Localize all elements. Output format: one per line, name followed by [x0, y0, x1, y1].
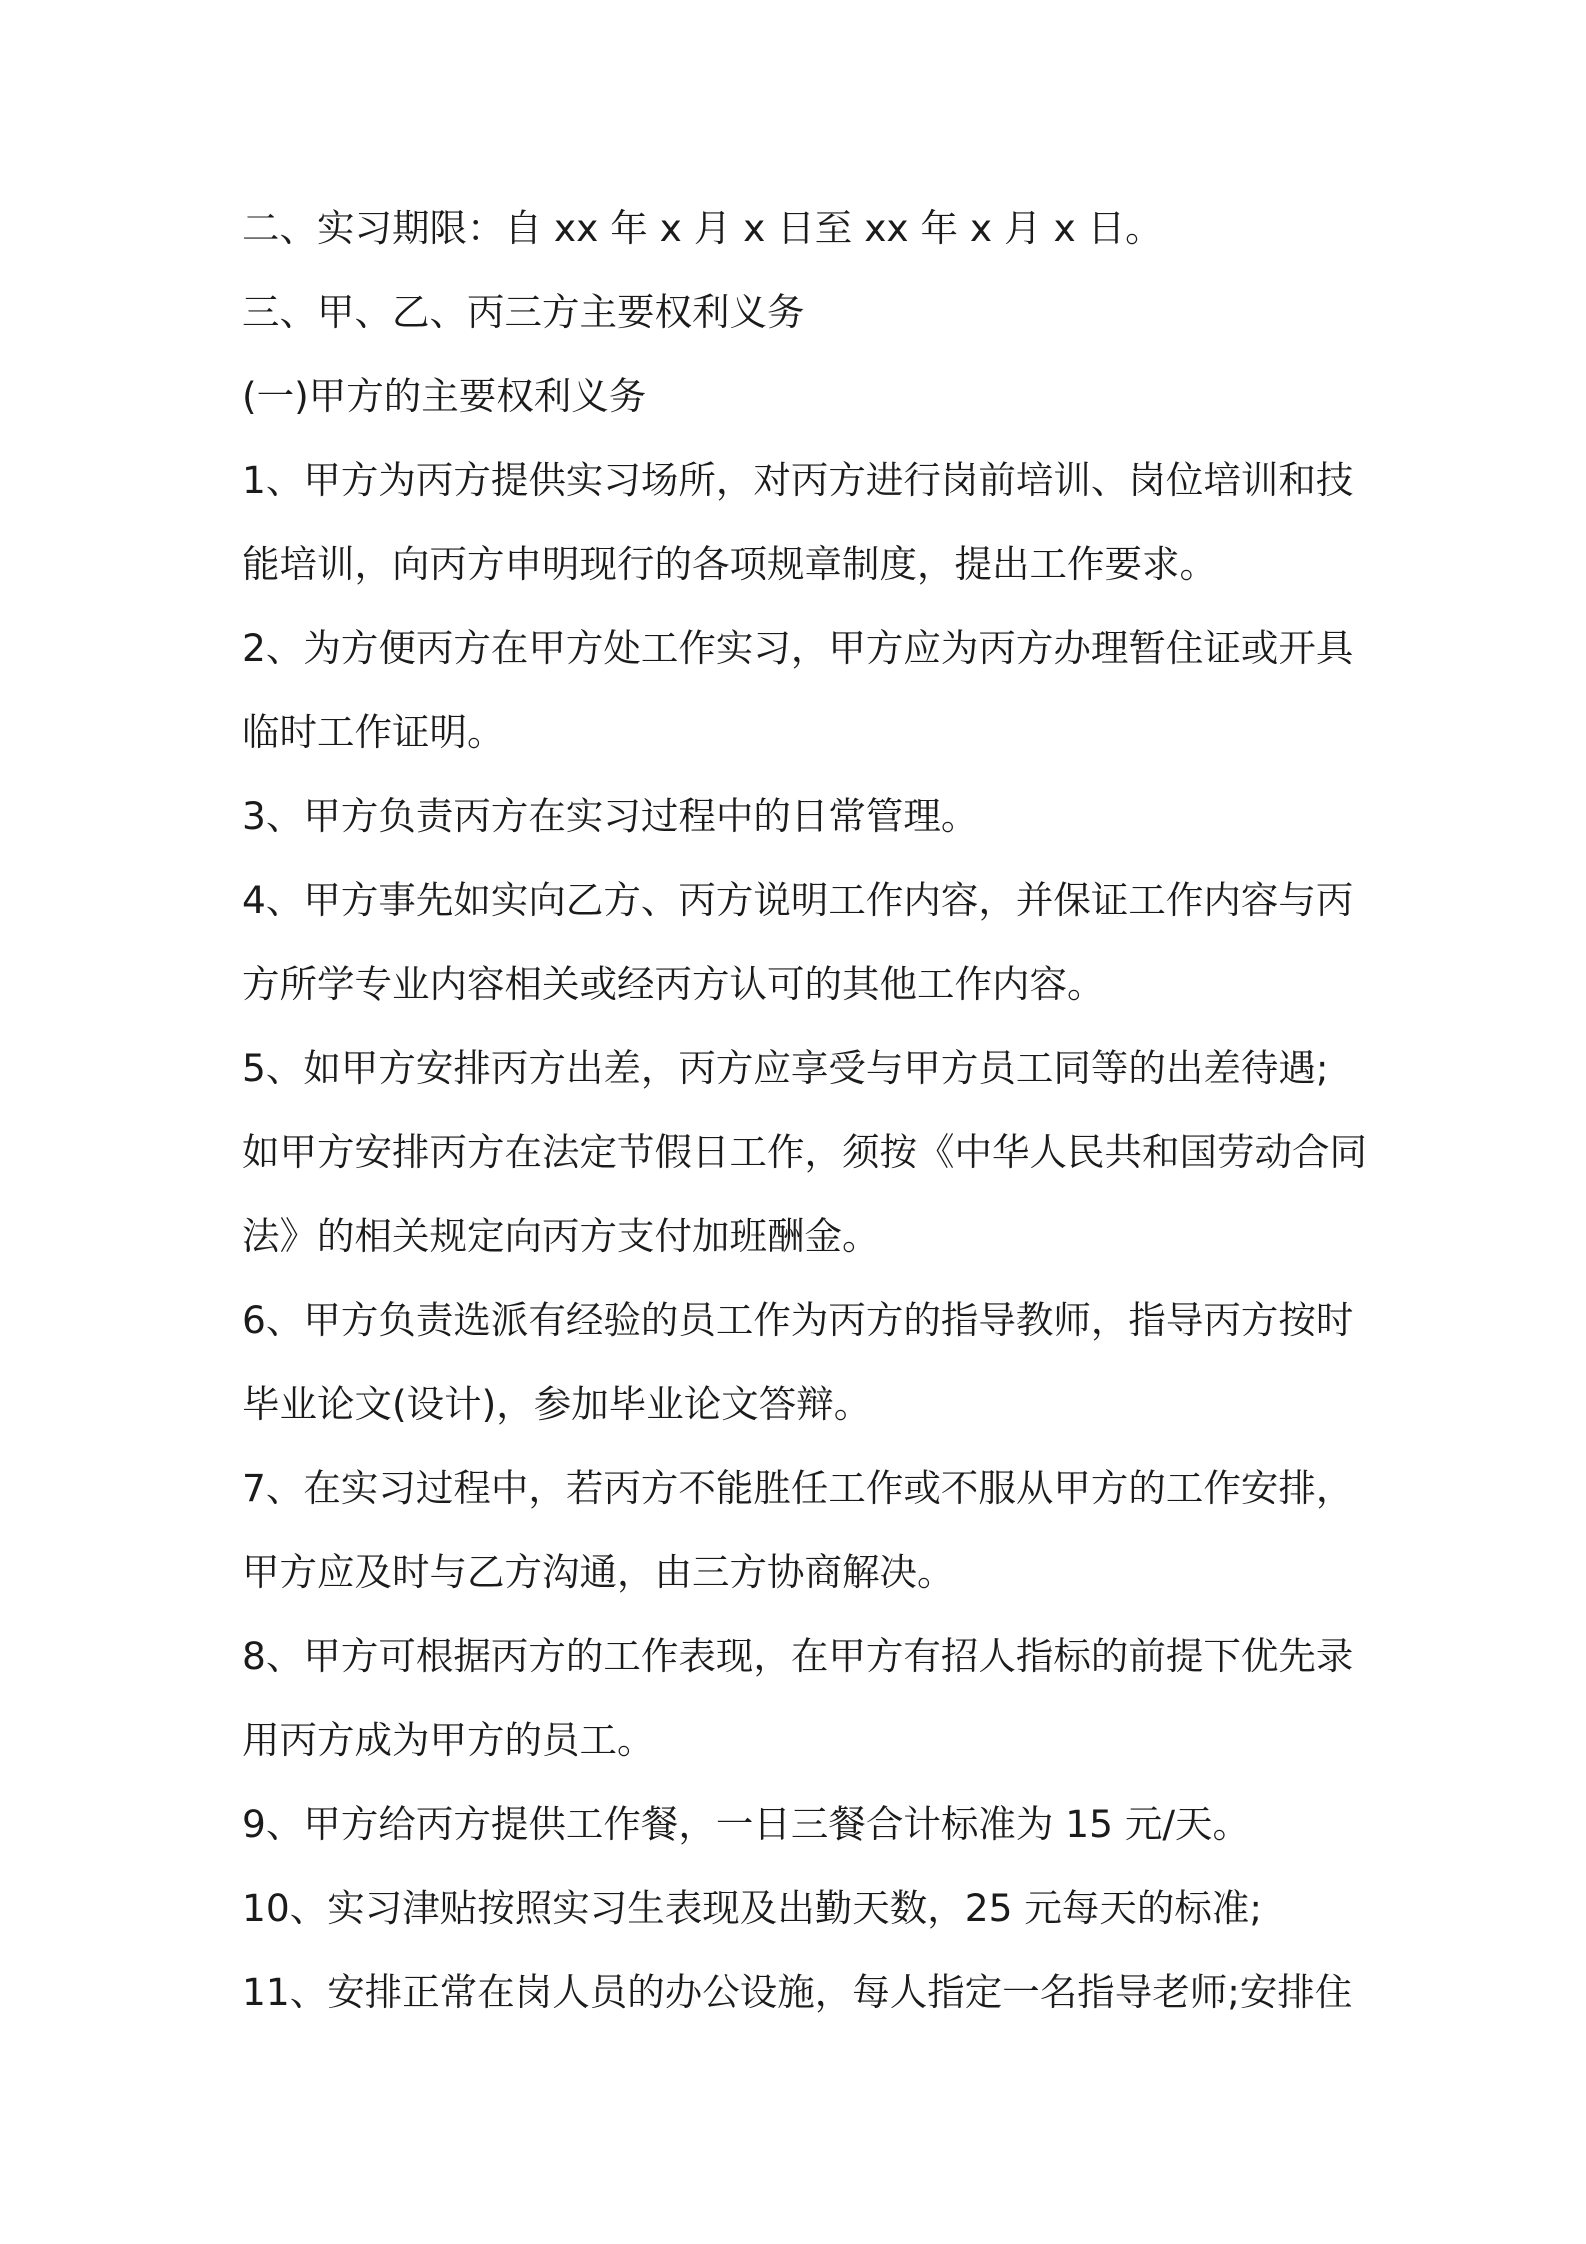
paragraph-line: 1、甲方为丙方提供实习场所，对丙方进行岗前培训、岗位培训和技 [242, 458, 1354, 502]
clause-3 [242, 774, 1392, 858]
clause-6 [242, 1278, 1392, 1446]
clause-10 [242, 1866, 1392, 1950]
paragraph-line: 9、甲方给丙方提供工作餐，一日三餐合计标准为 15 元/天。 [242, 1802, 1251, 1846]
paragraph-line: (一)甲方的主要权利义务 [242, 374, 647, 418]
paragraph-line: 三、甲、乙、丙三方主要权利义务 [242, 290, 805, 334]
paragraph-line: 用丙方成为甲方的员工。 [242, 1718, 655, 1762]
paragraph-line: 4、甲方事先如实向乙方、丙方说明工作内容，并保证工作内容与丙 [242, 878, 1354, 922]
subsection-heading-party-a [242, 354, 1392, 438]
paragraph-line: 如甲方安排丙方在法定节假日工作，须按《中华人民共和国劳动合同 [242, 1130, 1367, 1174]
paragraph-line: 5、如甲方安排丙方出差，丙方应享受与甲方员工同等的出差待遇; [242, 1046, 1329, 1090]
clause-5 [242, 1026, 1392, 1278]
clause-11 [242, 1950, 1392, 2034]
paragraph-line: 8、甲方可根据丙方的工作表现，在甲方有招人指标的前提下优先录 [242, 1634, 1354, 1678]
clause-4 [242, 858, 1392, 1026]
clause-8 [242, 1614, 1392, 1782]
paragraph-line: 11、安排正常在岗人员的办公设施，每人指定一名指导老师;安排住 [242, 1970, 1353, 2014]
paragraph-line: 能培训，向丙方申明现行的各项规章制度，提出工作要求。 [242, 542, 1217, 586]
clause-7 [242, 1446, 1392, 1614]
paragraph-line: 临时工作证明。 [242, 710, 505, 754]
clause-9 [242, 1782, 1392, 1866]
clause-1 [242, 438, 1392, 606]
paragraph-line: 10、实习津贴按照实习生表现及出勤天数，25 元每天的标准; [242, 1886, 1262, 1930]
paragraph-line: 3、甲方负责丙方在实习过程中的日常管理。 [242, 794, 979, 838]
section-heading-internship-period [242, 186, 1392, 270]
paragraph-line: 2、为方便丙方在甲方处工作实习，甲方应为丙方办理暂住证或开具 [242, 626, 1354, 670]
paragraph-line: 法》的相关规定向丙方支付加班酬金。 [242, 1214, 880, 1258]
paragraph-line: 二、实习期限：自 xx 年 x 月 x 日至 xx 年 x 月 x 日。 [242, 206, 1163, 250]
clause-2 [242, 606, 1392, 774]
section-heading-rights-obligations [242, 270, 1392, 354]
paragraph-line: 7、在实习过程中，若丙方不能胜任工作或不服从甲方的工作安排， [242, 1466, 1354, 1510]
document-body [242, 186, 1392, 2034]
paragraph-line: 6、甲方负责选派有经验的员工作为丙方的指导教师，指导丙方按时 [242, 1298, 1354, 1342]
paragraph-line: 甲方应及时与乙方沟通，由三方协商解决。 [242, 1550, 955, 1594]
paragraph-line: 毕业论文(设计)，参加毕业论文答辩。 [242, 1382, 872, 1426]
paragraph-line: 方所学专业内容相关或经丙方认可的其他工作内容。 [242, 962, 1105, 1006]
